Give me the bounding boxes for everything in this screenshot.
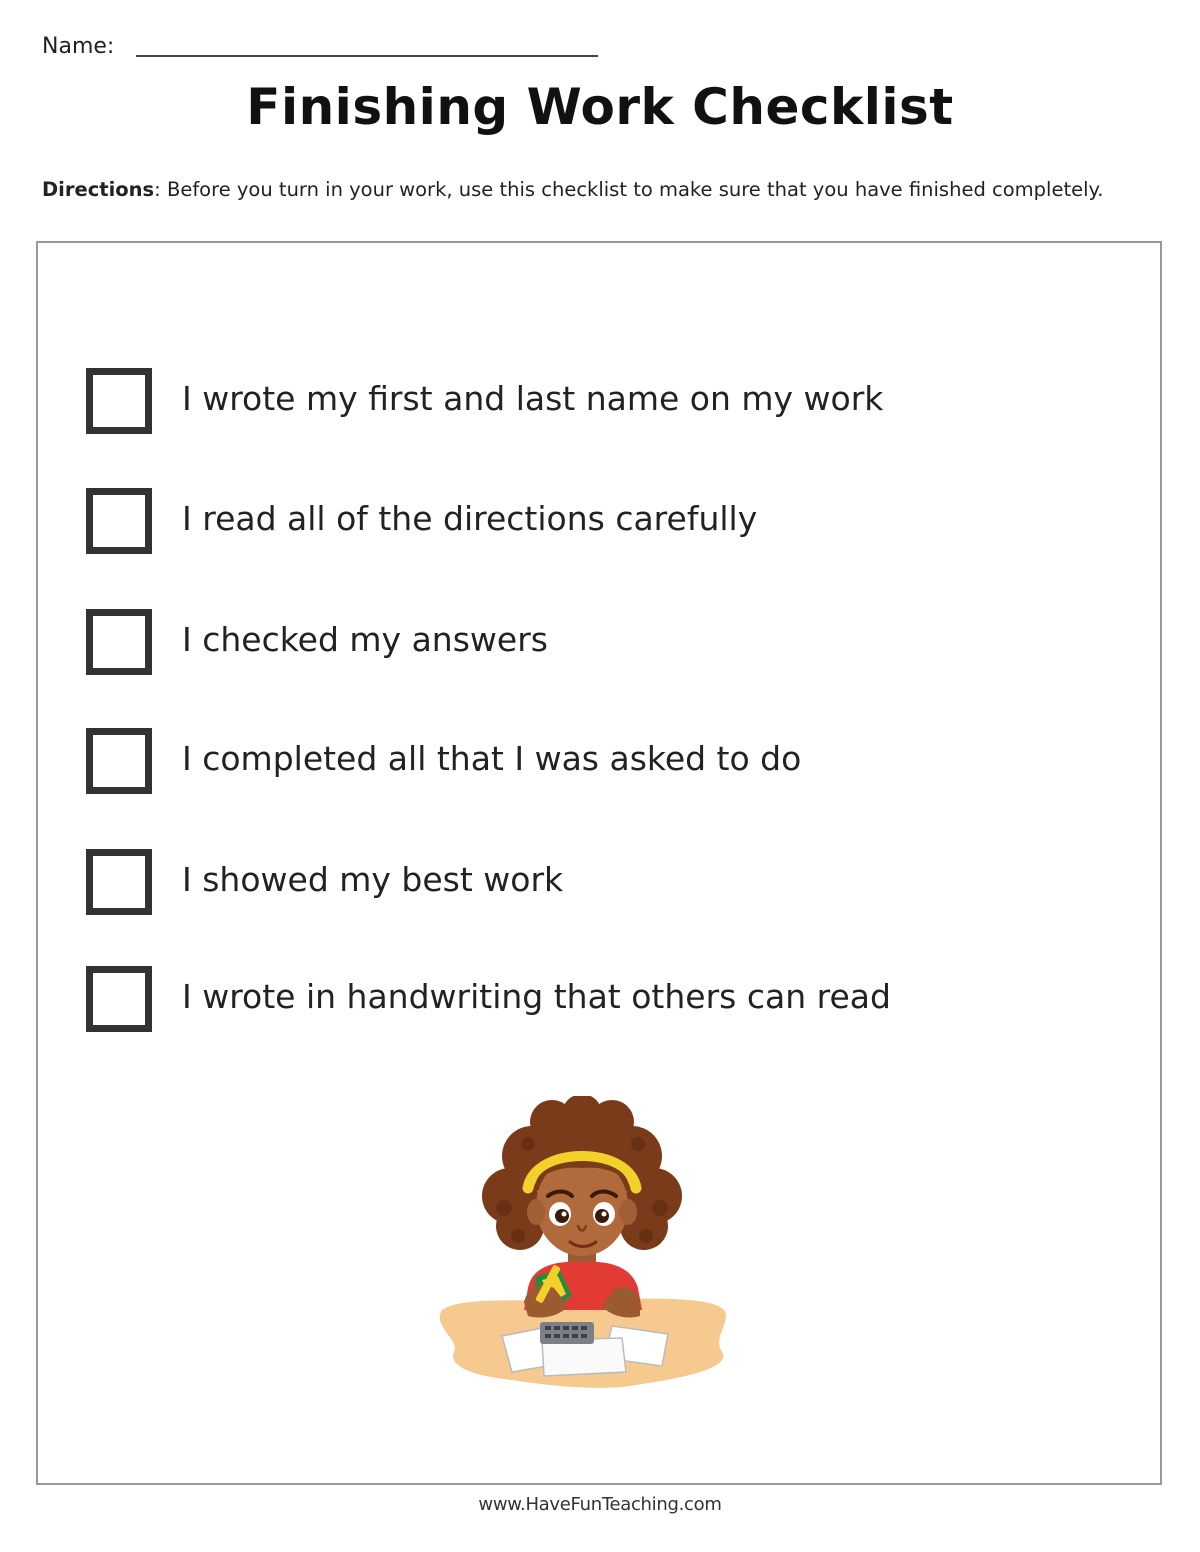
directions-text: : Before you turn in your work, use this checklist to make sure that you have finished completely. <box>154 178 1104 201</box>
checklist-item[interactable] <box>86 488 757 554</box>
name-field-line[interactable] <box>136 55 598 57</box>
checklist-item[interactable] <box>86 728 801 794</box>
checkbox[interactable] <box>86 368 152 434</box>
page-title: Finishing Work Checklist <box>246 78 954 136</box>
checklist-item-label: I wrote in handwriting that others can read <box>182 976 891 1016</box>
footer-website: www.HaveFunTeaching.com <box>478 1494 722 1515</box>
checkbox[interactable] <box>86 849 152 915</box>
checkbox[interactable] <box>86 728 152 794</box>
checklist-item-label: I checked my answers <box>182 619 548 659</box>
checklist-item-label: I showed my best work <box>182 859 564 899</box>
checklist-item[interactable] <box>86 609 548 675</box>
name-label: Name: <box>42 34 115 59</box>
checklist-item-label: I wrote my first and last name on my work <box>182 378 884 418</box>
checkbox[interactable] <box>86 609 152 675</box>
checklist-item-label: I completed all that I was asked to do <box>182 738 802 778</box>
checklist-item[interactable] <box>86 966 891 1032</box>
checkbox[interactable] <box>86 966 152 1032</box>
checklist-item[interactable] <box>86 368 883 434</box>
checkbox[interactable] <box>86 488 152 554</box>
directions-label: Directions <box>42 178 155 201</box>
directions <box>42 178 1103 201</box>
checklist-item[interactable] <box>86 849 563 915</box>
name-row <box>42 34 598 59</box>
girl-studying-icon <box>432 1096 732 1396</box>
checklist-item-label: I read all of the directions carefully <box>182 498 758 538</box>
